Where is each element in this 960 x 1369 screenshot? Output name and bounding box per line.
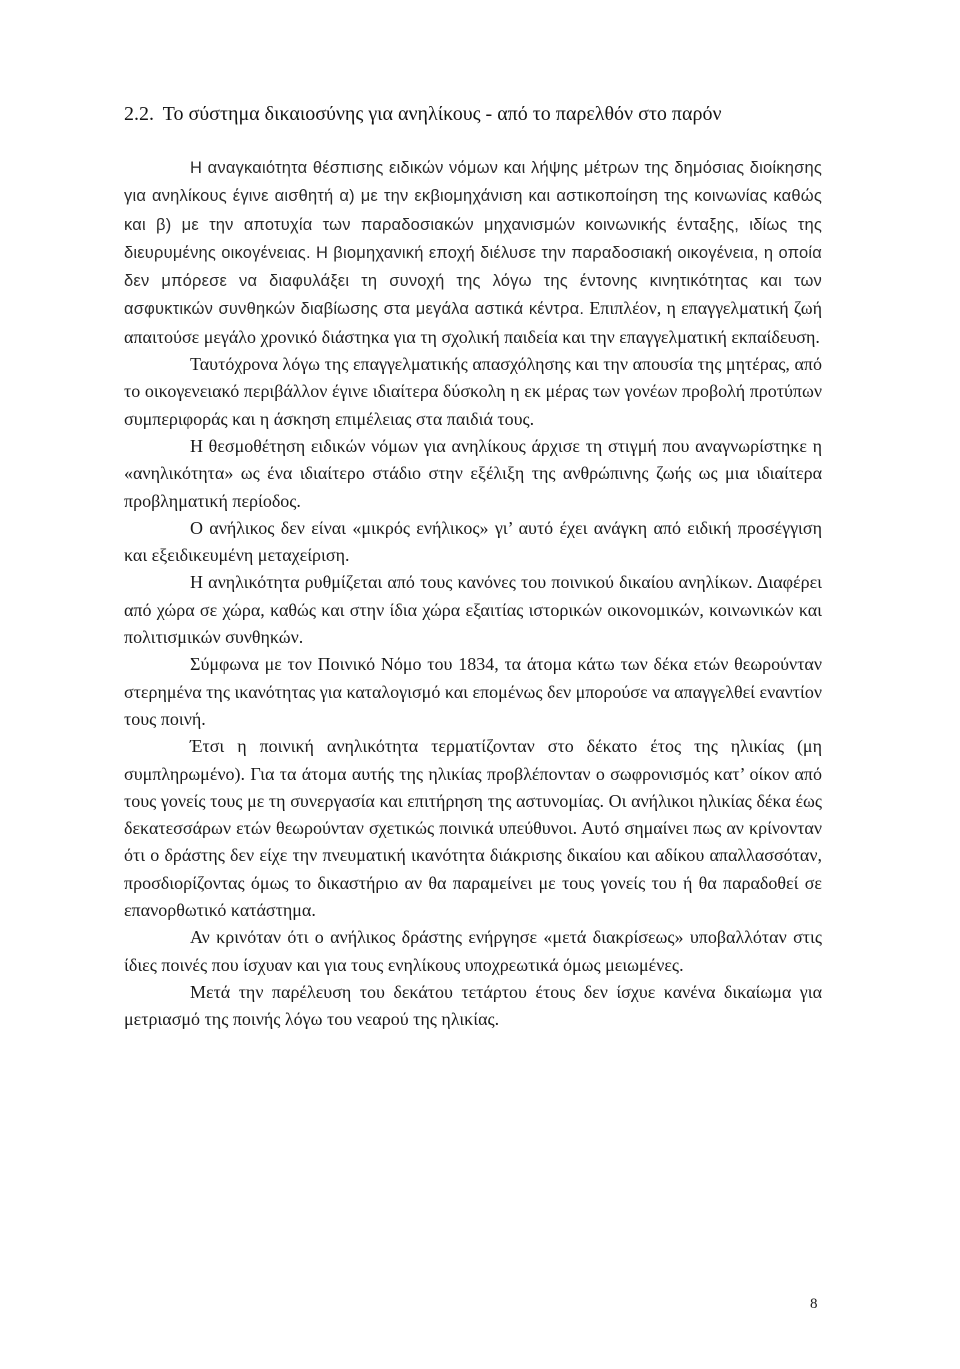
paragraph-4: Ο ανήλικος δεν είναι «μικρός ενήλικος» γι’ αυτό έχει ανάγκη από ειδική προσέγγιση και εξειδικευμένη μεταχείριση.	[124, 517, 822, 566]
paragraph-1	[124, 154, 822, 351]
page-number: 8	[810, 1296, 818, 1312]
section-heading	[124, 98, 822, 130]
paragraph-1-sans-text: Η αναγκαιότητα θέσπισης ειδικών νόμων και λήψης μέτρων της δημόσιας διοίκησης για ανηλίκους έγινε αισθητή α) με την εκβιομηχάνιση και αστικοποίηση της κοινωνίας καθώς και β) με την αποτυχία των παραδοσιακών μηχανισμών κοινωνικής ένταξης, ιδίως της διευρυμένης οικογένειας. Η βιομηχανική εποχή διέλυσε την παραδοσιακή οικογένεια, η οποία δεν μπόρεσε να διαφυλάξει τη συνοχή της λόγω της έντονης κινητικότητας και των ασφυκτικών συνθηκών διαβίωσης στα μεγάλα αστικά κέντρα.	[124, 159, 822, 319]
document-page	[124, 98, 822, 1034]
paragraph-8: Αν κρινόταν ότι ο ανήλικος δράστης ενήργησε «μετά διακρίσεως» υποβαλλόταν στις ίδιες ποινές που ίσχυαν και για τους ενηλίκους υποχρεωτικά όμως μειωμένες.	[124, 927, 822, 975]
section-title: Το σύστημα δικαιοσύνης για ανηλίκους - από το παρελθόν στο παρόν	[162, 103, 722, 125]
paragraph-3: Η θεσμοθέτηση ειδικών νόμων για ανηλίκους άρχισε τη στιγμή που αναγνωρίστηκε η «ανηλικότητα» ως ένα ιδιαίτερο στάδιο στην εξέλιξη της ανθρώπινης ζωής ως μια ιδιαίτερα προβληματική περίοδος.	[124, 435, 822, 511]
section-number: 2.2.	[124, 103, 154, 125]
paragraph-7: Έτσι η ποινική ανηλικότητα τερματίζονταν στο δέκατο έτος της ηλικίας (μη συμπληρωμένο). Για τα άτομα αυτής της ηλικίας προβλέπονταν ο σωφρονισμός κατ’ οίκον από τους γονείς τους με τη συνεργασία και επιτήρηση της αστυνομίας. Οι ανήλικοι ηλικίας δέκα έως δεκατεσσάρων ετών θεωρούνταν σχετικώς ποινικά υπεύθυνοι. Αυτό σημαίνει πως αν κρίνονταν ότι ο δράστης δεν είχε την πνευματική ικανότητα διάκρισης δικαίου και αδίκου απαλλασσόταν, προσδιορίζοντας όμως το δικαστήριο αν θα παραμείνει με τους γονείς του ή θα παραδοθεί σε επανορθωτικό κατάστημα.	[124, 736, 822, 921]
paragraph-5: Η ανηλικότητα ρυθμίζεται από τους κανόνες του ποινικού δικαίου ανηλίκων. Διαφέρει από χώρα σε χώρα, καθώς και στην ίδια χώρα εξαιτίας ιστορικών οικονομικών, κοινωνικών και πολιτισμικών συνθηκών.	[124, 572, 822, 648]
paragraph-1-serif-text: Επιπλέον, η επαγγελματική ζωή απαιτούσε μεγάλο χρονικό διάστηκα για τη σχολική παιδεία και την επαγγελματική εκπαίδευση.	[124, 298, 822, 347]
paragraph-2: Ταυτόχρονα λόγω της επαγγελματικής απασχόλησης και την απουσία της μητέρας, από το οικογενειακό περιβάλλον έγινε ιδιαίτερα δύσκολη η εκ μέρας των γονέων προβολή προτύπων συμπεριφοράς και η άσκηση επιμέλειας στα παιδιά τους.	[124, 354, 822, 429]
paragraph-6: Σύμφωνα με τον Ποινικό Νόμο του 1834, τα άτομα κάτω των δέκα ετών θεωρούνταν στερημένα της ικανότητας για καταλογισμό και επομένως δεν μπορούσε να απαγγελθεί εναντίον τους ποινή.	[124, 654, 822, 729]
paragraph-9: Μετά την παρέλευση του δεκάτου τετάρτου έτους δεν ίσχυε κανένα δικαίωμα για μετριασμό της ποινής λόγω του νεαρού της ηλικίας.	[124, 981, 822, 1030]
